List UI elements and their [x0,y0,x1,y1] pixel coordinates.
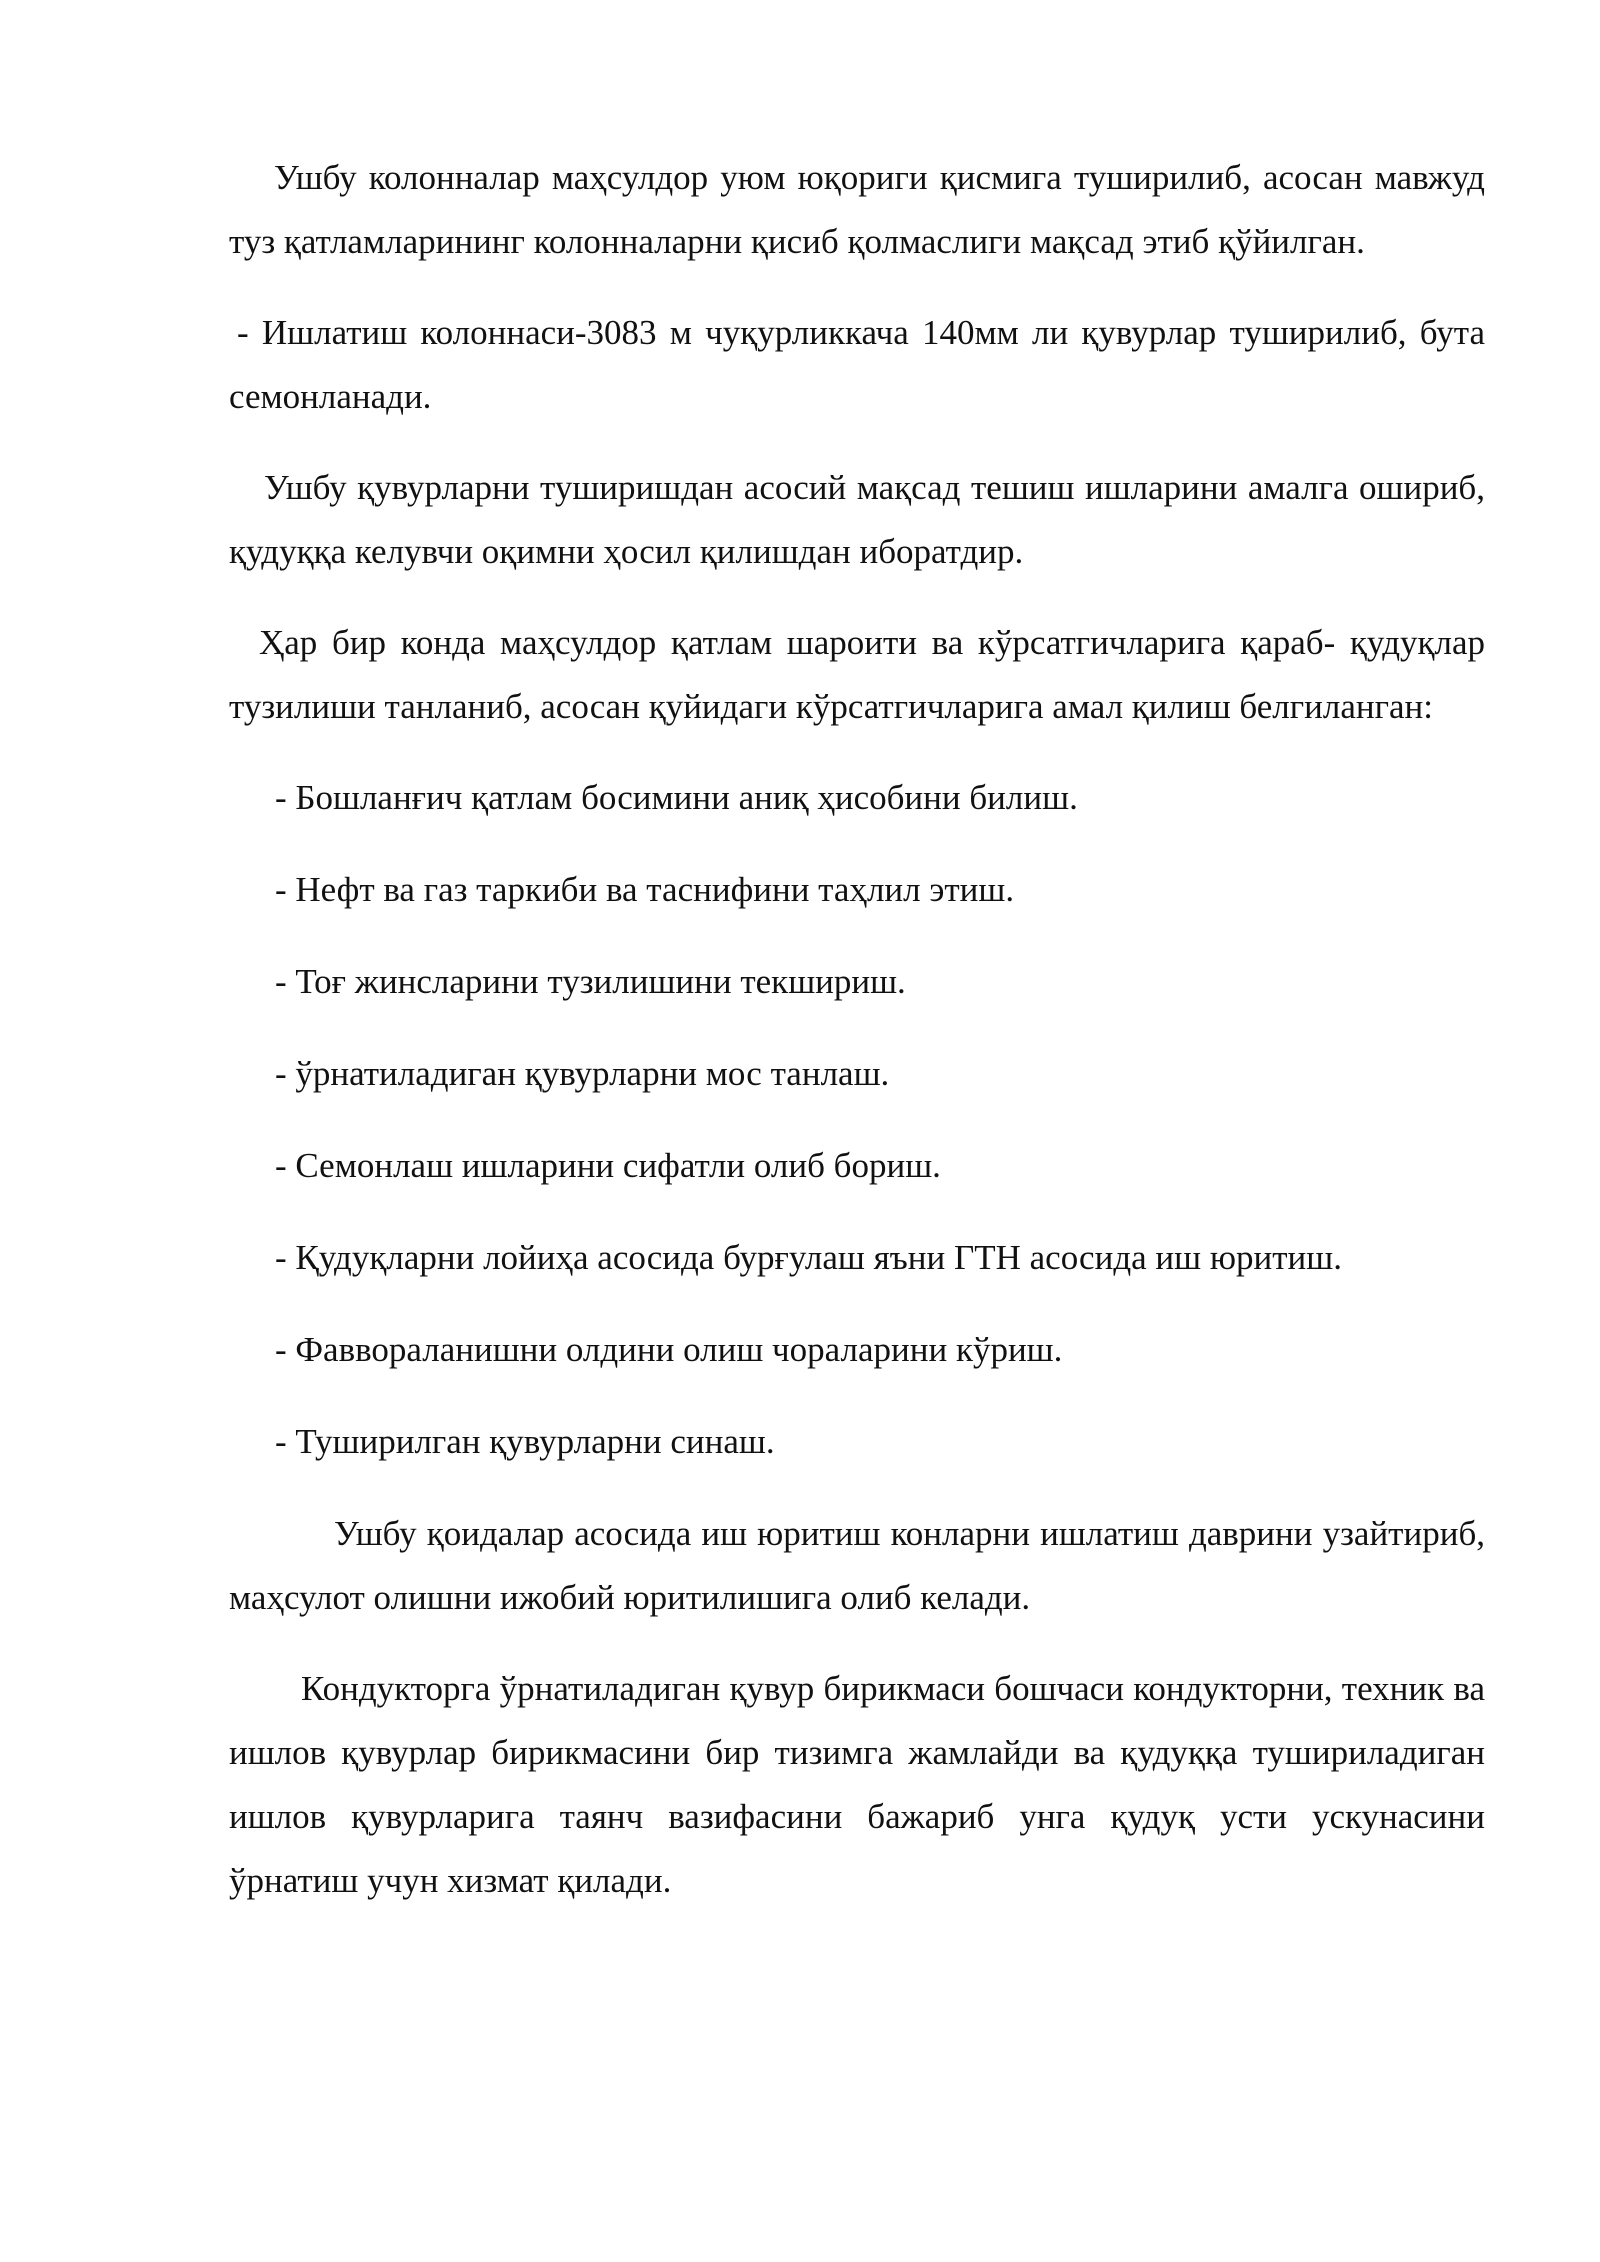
paragraph-3: Ушбу қувурларни туширишдан асосий мақсад тешиш ишларини амалга ошириб, қудуққа келувчи оқимни ҳосил қилишдан иборатдир. [229,468,1485,571]
paragraph-2: - Ишлатиш колоннаси-3083 м чуқурликкача 140мм ли қувурлар туширилиб, бута семонланади. [229,313,1485,416]
list-item: - Туширилган қувурларни синаш. [275,1422,775,1461]
document-body [229,146,1485,1940]
list-item: - Қудуқларни лойиҳа асосида бурғулаш яъни ГТН асосида иш юритиш. [275,1238,1342,1277]
paragraph-6: Кондукторга ўрнатиладиган қувур бирикмаси бошчаси кондукторни, техник ва ишлов қувурлар бирикмасини бир тизимга жамлайди ва қудуққа тушириладиган ишлов қувурларига таянч вазифасини бажариб унга қудуқ усти ускунасини ўрнатиш учун хизмат қилади. [229,1669,1485,1900]
list-item: - ўрнатиладиган қувурларни мос танлаш. [275,1054,890,1093]
paragraph-5: Ушбу қоидалар асосида иш юритиш конларни ишлатиш даврини узайтириб, маҳсулот олишни ижобий юритилишига олиб келади. [229,1514,1485,1617]
list-item: - Нефт ва газ таркиби ва таснифини таҳлил этиш. [275,870,1015,909]
requirements-list [229,766,1485,1474]
list-item: - Фаввораланишни олдини олиш чораларини кўриш. [275,1330,1063,1369]
list-item: - Семонлаш ишларини сифатли олиб бориш. [275,1146,941,1185]
list-item: - Бошланғич қатлам босимини аниқ ҳисобини билиш. [275,778,1078,817]
paragraph-1: Ушбу колонналар маҳсулдор уюм юқориги қисмига туширилиб, асосан мавжуд туз қатламларининг колонналарни қисиб қолмаслиги мақсад этиб қўйилган. [229,158,1485,261]
paragraph-4: Ҳар бир конда маҳсулдор қатлам шароити ва кўрсатгичларига қараб- қудуқлар тузилиши танланиб, асосан қуйидаги кўрсатгичларига амал қилиш белгиланган: [229,623,1485,726]
list-item: - Тоғ жинсларини тузилишини текшириш. [275,962,906,1001]
